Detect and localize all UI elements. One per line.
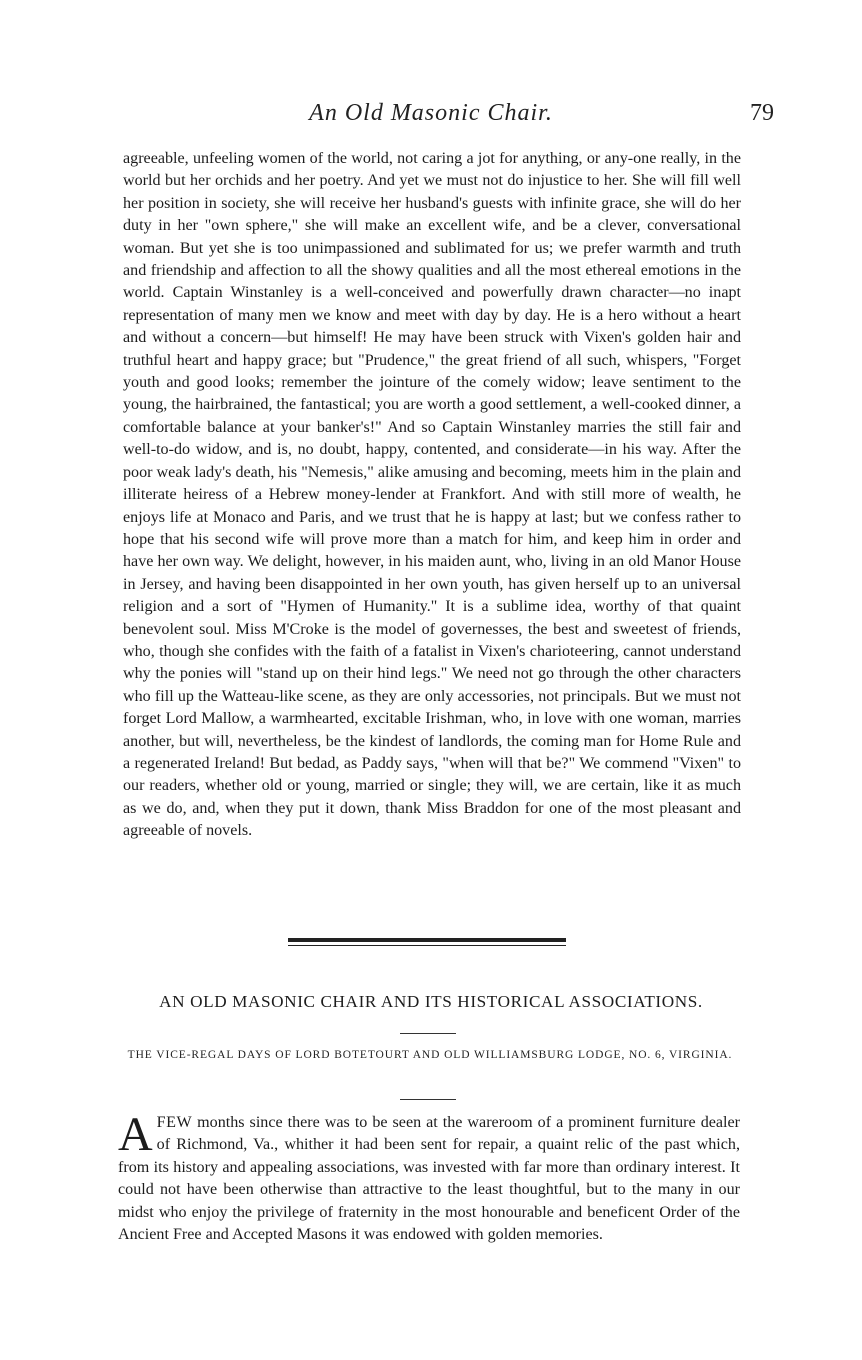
article-body	[118, 1108, 740, 1246]
page-number: 79	[750, 100, 774, 126]
running-title: An Old Masonic Chair.	[309, 100, 553, 126]
article-title: AN OLD MASONIC CHAIR AND ITS HISTORICAL ASSOCIATIONS.	[159, 992, 703, 1011]
review-body	[123, 148, 741, 843]
subtitle-rule	[400, 1099, 456, 1100]
drop-cap: A	[118, 1108, 153, 1161]
article-subtitle: THE VICE-REGAL DAYS OF LORD BOTETOURT AND OLD WILLIAMSBURG LODGE, NO. 6, VIRGINIA.	[127, 1049, 733, 1061]
section-divider	[288, 938, 566, 946]
opening-text: months since there was to be seen at the wareroom of a prominent furniture dealer of Richmond, Va., whither it had been sent for repair, a quaint relic of the past which, from its history and appealing associations, was invested with far more than ordinary interest. It could not have been otherwise than attractive to the least thoughtful, but to the many in our midst who enjoy the privilege of fraternity in the most honourable and beneficent Order of the Ancient Free and Accepted Masons it was endowed with golden memories.	[118, 1114, 740, 1244]
title-rule	[400, 1033, 456, 1034]
article-opening-paragraph	[118, 1108, 740, 1246]
review-paragraph: agreeable, unfeeling women of the world, not caring a jot for anything, or any-one really, in the world but her orchids and her poetry. And yet we must not do injustice to her. She will fill well her position in society, she will receive her husband's guests with infinite grace, she will do her duty in her "own sphere," she will make an excellent wife, and be a clever, conversational woman. But yet she is too unimpassioned and sublimated for us; we prefer warmth and truth and friendship and affection to all the showy qualities and all the most ethereal emotions in the world. Captain Winstanley is a well-conceived and powerfully drawn character—no inapt representation of many men we know and meet with day by day. He is a hero without a heart and without a concern—but himself! He may have been struck with Vixen's golden hair and truthful heart and happy grace; but "Prudence," the great friend of all such, whispers, "Forget youth and good looks; remember the jointure of the comely widow; leave sentiment to the young, the hairbrained, the fantastical; you are worth a good settlement, a well-cooked dinner, a comfortable balance at your banker's!" And so Captain Winstanley marries the still fair and well-to-do widow, and is, no doubt, happy, contented, and considerate—in his way. After the poor weak lady's death, his "Nemesis," alike amusing and becoming, meets him in the plain and illiterate heiress of a Hebrew money-lender at Frankfort. And with still more of wealth, he enjoys life at Monaco and Paris, and we trust that he is happy at last; but we confess rather to hope that his second wife will prove more than a match for him, and keep him in order and have her own way. We delight, however, in his maiden aunt, who, living in an old Manor House in Jersey, and having been disappointed in her own youth, has given herself up to an universal religion and a sort of "Hymen of Humanity." It is a sublime idea, worthy of that quaint benevolent soul. Miss M'Croke is the model of governesses, the best and sweetest of friends, who, though she confides with the faith of a fatalist in Vixen's charioteering, cannot understand why the ponies will "stand up on their hind legs." We need not go through the other characters who fill up the Watteau-like scene, as they are only accessories, not principals. But we must not forget Lord Mallow, a warmhearted, excitable Irishman, who, in love with one woman, marries another, but will, nevertheless, be the kindest of landlords, the coming man for Home Rule and a regenerated Ireland! But bedad, as Paddy says, "when will that be?" We commend "Vixen" to our readers, whether old or young, married or single; they will, we are certain, like it as much as we do, and, when they put it down, thank Miss Braddon for one of the most pleasant and agreeable of novels.	[123, 150, 741, 840]
first-words: FEW	[156, 1114, 193, 1131]
